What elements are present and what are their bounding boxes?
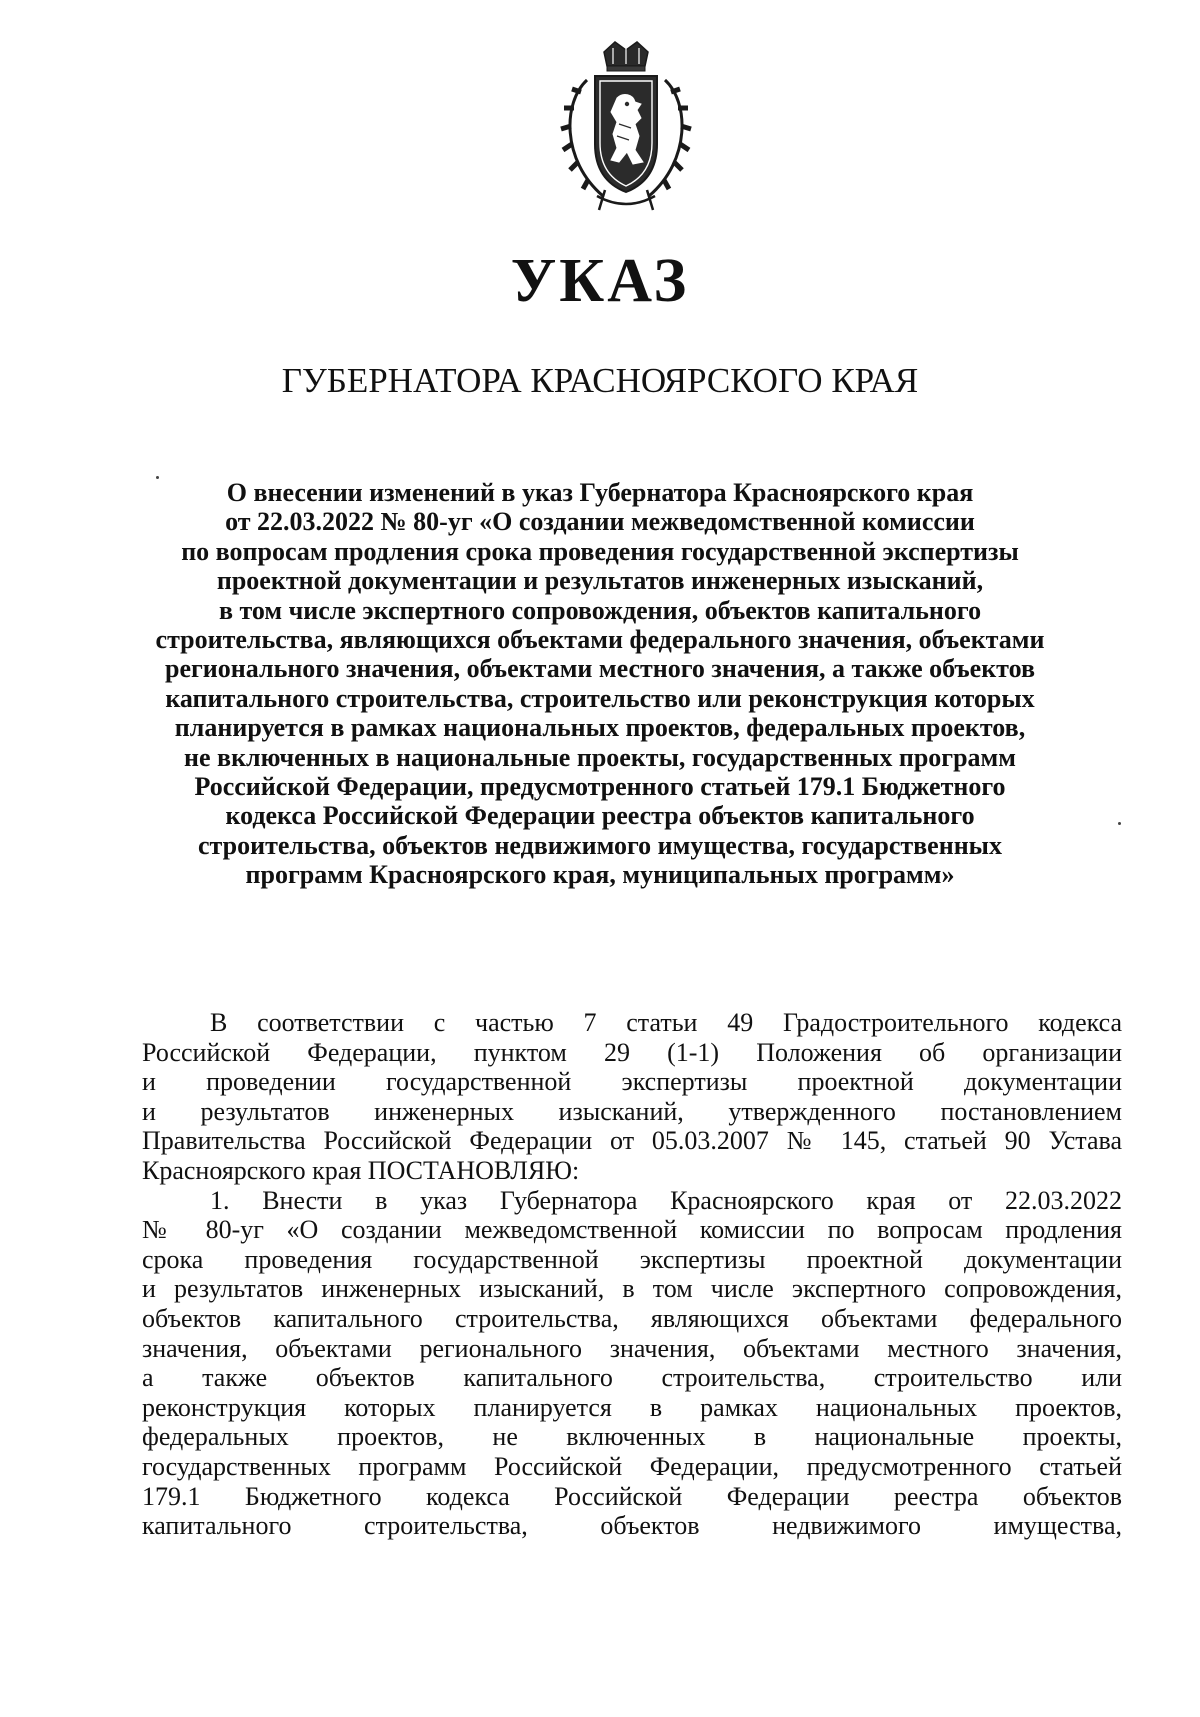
body-line: В соответствии с частью 7 статьи 49 Градостроительного кодекса: [210, 1008, 1122, 1037]
subject-line: проектной документации и результатов инженерных изысканий,: [216, 566, 984, 596]
body-line: значения, объектами регионального значения, объектами местного значения,: [142, 1333, 1122, 1363]
body-line: объектов капитального строительства, являющихся объектами федерального: [142, 1303, 1122, 1333]
decree-title: УКАЗ: [510, 247, 690, 315]
subject-line: планируется в рамках национальных проектов, федеральных проектов,: [174, 713, 1026, 743]
subject-line: строительства, объектов недвижимого имущества, государственных: [198, 830, 1002, 860]
body-line: и результатов инженерных изысканий, утвержденного постановлением: [142, 1096, 1122, 1126]
body-line: Российской Федерации, пунктом 29 (1-1) Положения об организации: [142, 1037, 1122, 1067]
body-line: № 80-уг «О создании межведомственной комиссии по вопросам продления: [142, 1215, 1122, 1245]
subject-line: от 22.03.2022 № 80-уг «О создании межведомственной комиссии: [225, 507, 975, 537]
subject-line: по вопросам продления срока проведения государственной экспертизы: [181, 536, 1019, 566]
body-line: государственных программ Российской Федерации, предусмотренного статьей: [142, 1451, 1122, 1481]
body-line: и результатов инженерных изысканий, в том числе экспертного сопровождения,: [142, 1274, 1122, 1304]
body-line: а также объектов капитального строительства, строительство или: [142, 1363, 1122, 1393]
body-line: Правительства Российской Федерации от 05.03.2007 № 145, статьей 90 Устава: [142, 1126, 1122, 1156]
subject-line: О внесении изменений в указ Губернатора Красноярского края: [226, 478, 974, 507]
body-line: срока проведения государственной экспертизы проектной документации: [142, 1244, 1122, 1274]
body-line: и проведении государственной экспертизы проектной документации: [142, 1067, 1122, 1097]
coat-of-arms-emblem: [559, 40, 693, 212]
subject-line: в том числе экспертного сопровождения, объектов капитального: [218, 595, 982, 625]
body-line: 1. Внести в указ Губернатора Красноярского края от 22.03.2022: [210, 1185, 1122, 1215]
issuer-heading: ГУБЕРНАТОРА КРАСНОЯРСКОГО КРАЯ: [281, 361, 919, 400]
scan-speck: [156, 476, 159, 479]
body-line: капитального строительства, объектов недвижимого имущества,: [142, 1511, 1122, 1541]
subject-line: строительства, являющихся объектами федерального значения, объектами: [155, 624, 1045, 654]
scan-speck: [1118, 822, 1121, 825]
decree-subject: [140, 478, 1060, 889]
body-line: Красноярского края ПОСТАНОВЛЯЮ:: [142, 1155, 580, 1185]
subject-line: программ Красноярского края, муниципальных программ»: [245, 860, 955, 890]
decree-body: [142, 1008, 1122, 1541]
subject-line: капитального строительства, строительство или реконструкция которых: [165, 683, 1035, 713]
body-line: реконструкция которых планируется в рамках национальных проектов,: [142, 1392, 1122, 1422]
subject-line: кодекса Российской Федерации реестра объектов капитального: [225, 801, 975, 831]
body-line: 179.1 Бюджетного кодекса Российской Федерации реестра объектов: [142, 1481, 1122, 1511]
subject-line: не включенных в национальные проекты, государственных программ: [184, 742, 1016, 772]
body-line: федеральных проектов, не включенных в национальные проекты,: [142, 1422, 1122, 1452]
subject-line: Российской Федерации, предусмотренного статьей 179.1 Бюджетного: [194, 771, 1006, 801]
subject-line: регионального значения, объектами местного значения, а также объектов: [164, 654, 1035, 684]
